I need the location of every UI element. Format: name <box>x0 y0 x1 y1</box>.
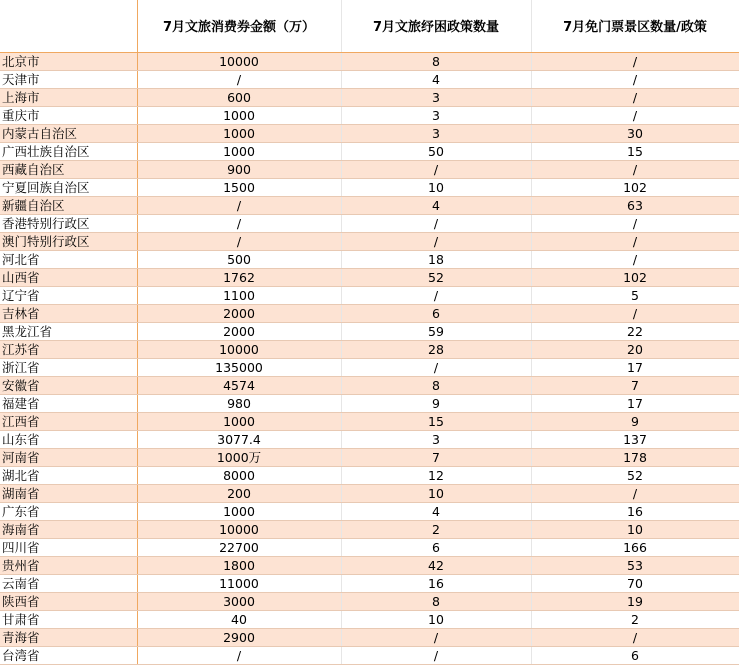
free-ticket-cell[interactable]: / <box>531 628 739 646</box>
region-name-cell[interactable]: 陕西省 <box>0 592 137 610</box>
policy-count-cell[interactable]: 59 <box>341 322 531 340</box>
voucher-amount-cell[interactable]: 200 <box>137 484 341 502</box>
table-row <box>0 394 739 412</box>
region-name-cell[interactable]: 宁夏回族自治区 <box>0 178 137 196</box>
free-ticket-cell[interactable]: 16 <box>531 502 739 520</box>
voucher-amount-cell[interactable]: / <box>137 196 341 214</box>
voucher-amount-cell[interactable]: 11000 <box>137 574 341 592</box>
policy-count-cell[interactable]: 10 <box>341 484 531 502</box>
free-ticket-cell[interactable]: / <box>531 232 739 250</box>
free-ticket-cell[interactable]: 9 <box>531 412 739 430</box>
table-row <box>0 538 739 556</box>
region-name-cell[interactable]: 江西省 <box>0 412 137 430</box>
table-row <box>0 142 739 160</box>
free-ticket-cell[interactable]: 70 <box>531 574 739 592</box>
table-row <box>0 430 739 448</box>
policy-count-cell[interactable]: / <box>341 160 531 178</box>
voucher-amount-cell[interactable]: 22700 <box>137 538 341 556</box>
policy-count-cell[interactable]: 12 <box>341 466 531 484</box>
table-row <box>0 322 739 340</box>
policy-count-cell[interactable]: 3 <box>341 124 531 142</box>
free-ticket-cell[interactable]: 15 <box>531 142 739 160</box>
table-row <box>0 214 739 232</box>
voucher-amount-cell[interactable]: 10000 <box>137 520 341 538</box>
free-ticket-cell[interactable]: 52 <box>531 466 739 484</box>
free-ticket-cell[interactable]: / <box>531 106 739 124</box>
table-row <box>0 628 739 646</box>
voucher-amount-cell[interactable]: 1000 <box>137 124 341 142</box>
policy-count-cell[interactable]: / <box>341 214 531 232</box>
policy-count-cell[interactable]: 3 <box>341 430 531 448</box>
table-row <box>0 88 739 106</box>
policy-count-cell[interactable]: / <box>341 286 531 304</box>
free-ticket-cell[interactable]: 17 <box>531 358 739 376</box>
voucher-amount-cell[interactable]: 40 <box>137 610 341 628</box>
policy-count-cell[interactable]: 4 <box>341 502 531 520</box>
policy-count-cell[interactable]: 3 <box>341 88 531 106</box>
free-ticket-cell[interactable]: 17 <box>531 394 739 412</box>
region-name-cell[interactable]: 新疆自治区 <box>0 196 137 214</box>
table-row <box>0 358 739 376</box>
table-row <box>0 340 739 358</box>
policy-count-cell[interactable]: 6 <box>341 538 531 556</box>
voucher-amount-cell[interactable]: 1800 <box>137 556 341 574</box>
policy-count-cell[interactable]: 52 <box>341 268 531 286</box>
table-row <box>0 412 739 430</box>
voucher-amount-cell[interactable]: 1762 <box>137 268 341 286</box>
table-row <box>0 52 739 70</box>
policy-count-cell[interactable]: 2 <box>341 520 531 538</box>
table-row <box>0 646 739 664</box>
header-voucher-cell[interactable]: 7月文旅消费券金额（万） <box>137 0 341 52</box>
voucher-amount-cell[interactable]: 1500 <box>137 178 341 196</box>
table-row <box>0 304 739 322</box>
header-row <box>0 0 739 52</box>
free-ticket-cell[interactable]: / <box>531 160 739 178</box>
free-ticket-cell[interactable]: 166 <box>531 538 739 556</box>
free-ticket-cell[interactable]: 7 <box>531 376 739 394</box>
table-row <box>0 448 739 466</box>
policy-count-cell[interactable]: 8 <box>341 376 531 394</box>
policy-count-cell[interactable]: 50 <box>341 142 531 160</box>
policy-count-cell[interactable]: / <box>341 628 531 646</box>
voucher-amount-cell[interactable]: 2000 <box>137 304 341 322</box>
region-name-cell[interactable]: 山东省 <box>0 430 137 448</box>
table-row <box>0 70 739 88</box>
table-row <box>0 106 739 124</box>
table-row <box>0 160 739 178</box>
free-ticket-cell[interactable]: 102 <box>531 178 739 196</box>
table-row <box>0 556 739 574</box>
free-ticket-cell[interactable]: 178 <box>531 448 739 466</box>
region-name-cell[interactable]: 江苏省 <box>0 340 137 358</box>
region-name-cell[interactable]: 吉林省 <box>0 304 137 322</box>
voucher-amount-cell[interactable]: 1000万 <box>137 448 341 466</box>
region-name-cell[interactable]: 广西壮族自治区 <box>0 142 137 160</box>
policy-count-cell[interactable]: / <box>341 232 531 250</box>
free-ticket-cell[interactable]: 22 <box>531 322 739 340</box>
voucher-amount-cell[interactable]: 1000 <box>137 106 341 124</box>
policy-count-cell[interactable]: 6 <box>341 304 531 322</box>
table-row <box>0 502 739 520</box>
region-name-cell[interactable]: 海南省 <box>0 520 137 538</box>
voucher-amount-cell[interactable]: / <box>137 232 341 250</box>
policy-count-cell[interactable]: 18 <box>341 250 531 268</box>
region-name-cell[interactable]: 澳门特别行政区 <box>0 232 137 250</box>
region-name-cell[interactable]: 福建省 <box>0 394 137 412</box>
region-name-cell[interactable]: 云南省 <box>0 574 137 592</box>
free-ticket-cell[interactable]: 102 <box>531 268 739 286</box>
region-name-cell[interactable]: 北京市 <box>0 52 137 70</box>
policy-count-cell[interactable]: 10 <box>341 610 531 628</box>
voucher-amount-cell[interactable]: 2900 <box>137 628 341 646</box>
free-ticket-cell[interactable]: 30 <box>531 124 739 142</box>
voucher-amount-cell[interactable]: / <box>137 214 341 232</box>
table-row <box>0 178 739 196</box>
table-row <box>0 376 739 394</box>
policy-count-cell[interactable]: 4 <box>341 70 531 88</box>
free-ticket-cell[interactable]: 53 <box>531 556 739 574</box>
voucher-amount-cell[interactable]: 1000 <box>137 142 341 160</box>
table-row <box>0 250 739 268</box>
table-row <box>0 592 739 610</box>
region-name-cell[interactable]: 广东省 <box>0 502 137 520</box>
region-name-cell[interactable]: 湖南省 <box>0 484 137 502</box>
region-name-cell[interactable]: 河南省 <box>0 448 137 466</box>
table-row <box>0 466 739 484</box>
free-ticket-cell[interactable]: / <box>531 250 739 268</box>
free-ticket-cell[interactable]: 5 <box>531 286 739 304</box>
table-row <box>0 232 739 250</box>
free-ticket-cell[interactable]: / <box>531 304 739 322</box>
table-row <box>0 196 739 214</box>
region-name-cell[interactable]: 四川省 <box>0 538 137 556</box>
voucher-amount-cell[interactable]: 1100 <box>137 286 341 304</box>
region-name-cell[interactable]: 山西省 <box>0 268 137 286</box>
table-row <box>0 484 739 502</box>
voucher-amount-cell[interactable]: / <box>137 646 341 664</box>
free-ticket-cell[interactable]: 20 <box>531 340 739 358</box>
voucher-amount-cell[interactable]: 3000 <box>137 592 341 610</box>
voucher-amount-cell[interactable]: 600 <box>137 88 341 106</box>
policy-count-cell[interactable]: 15 <box>341 412 531 430</box>
table-row <box>0 574 739 592</box>
voucher-amount-cell[interactable]: 4574 <box>137 376 341 394</box>
region-name-cell[interactable]: 香港特别行政区 <box>0 214 137 232</box>
region-name-cell[interactable]: 浙江省 <box>0 358 137 376</box>
voucher-amount-cell[interactable]: 980 <box>137 394 341 412</box>
region-name-cell[interactable]: 天津市 <box>0 70 137 88</box>
policy-count-cell[interactable]: 3 <box>341 106 531 124</box>
region-name-cell[interactable]: 辽宁省 <box>0 286 137 304</box>
table-body <box>0 52 739 664</box>
free-ticket-cell[interactable]: 6 <box>531 646 739 664</box>
free-ticket-cell[interactable]: / <box>531 484 739 502</box>
free-ticket-cell[interactable]: / <box>531 214 739 232</box>
table-row <box>0 268 739 286</box>
region-name-cell[interactable]: 内蒙古自治区 <box>0 124 137 142</box>
region-name-cell[interactable]: 西藏自治区 <box>0 160 137 178</box>
voucher-amount-cell[interactable]: 3077.4 <box>137 430 341 448</box>
table-row <box>0 124 739 142</box>
header-name-cell[interactable] <box>0 0 137 52</box>
voucher-amount-cell[interactable]: 10000 <box>137 52 341 70</box>
region-name-cell[interactable]: 湖北省 <box>0 466 137 484</box>
voucher-amount-cell[interactable]: 1000 <box>137 502 341 520</box>
free-ticket-cell[interactable]: 137 <box>531 430 739 448</box>
voucher-amount-cell[interactable]: 8000 <box>137 466 341 484</box>
policy-count-cell[interactable]: 10 <box>341 178 531 196</box>
policy-count-cell[interactable]: 7 <box>341 448 531 466</box>
policy-count-cell[interactable]: / <box>341 358 531 376</box>
policy-count-cell[interactable]: 42 <box>341 556 531 574</box>
table-row <box>0 520 739 538</box>
free-ticket-cell[interactable]: 19 <box>531 592 739 610</box>
policy-count-cell[interactable]: 4 <box>341 196 531 214</box>
voucher-amount-cell[interactable]: 1000 <box>137 412 341 430</box>
free-ticket-cell[interactable]: / <box>531 52 739 70</box>
free-ticket-cell[interactable]: 10 <box>531 520 739 538</box>
header-policy-cell[interactable]: 7月文旅纾困政策数量 <box>341 0 531 52</box>
region-name-cell[interactable]: 青海省 <box>0 628 137 646</box>
voucher-amount-cell[interactable]: 135000 <box>137 358 341 376</box>
policy-count-cell[interactable]: 8 <box>341 592 531 610</box>
header-free-ticket-cell[interactable]: 7月免门票景区数量/政策 <box>531 0 739 52</box>
table-row <box>0 286 739 304</box>
policy-count-cell[interactable]: 16 <box>341 574 531 592</box>
voucher-amount-cell[interactable]: / <box>137 70 341 88</box>
free-ticket-cell[interactable]: / <box>531 88 739 106</box>
policy-count-cell[interactable]: 9 <box>341 394 531 412</box>
free-ticket-cell[interactable]: 63 <box>531 196 739 214</box>
region-name-cell[interactable]: 台湾省 <box>0 646 137 664</box>
free-ticket-cell[interactable]: 2 <box>531 610 739 628</box>
region-name-cell[interactable]: 安徽省 <box>0 376 137 394</box>
table-row <box>0 610 739 628</box>
region-name-cell[interactable]: 黑龙江省 <box>0 322 137 340</box>
free-ticket-cell[interactable]: / <box>531 70 739 88</box>
region-name-cell[interactable]: 上海市 <box>0 88 137 106</box>
voucher-amount-cell[interactable]: 2000 <box>137 322 341 340</box>
voucher-amount-cell[interactable]: 500 <box>137 250 341 268</box>
voucher-amount-cell[interactable]: 10000 <box>137 340 341 358</box>
region-name-cell[interactable]: 甘肃省 <box>0 610 137 628</box>
policy-count-cell[interactable]: 28 <box>341 340 531 358</box>
policy-count-cell[interactable]: / <box>341 646 531 664</box>
policy-count-cell[interactable]: 8 <box>341 52 531 70</box>
region-name-cell[interactable]: 贵州省 <box>0 556 137 574</box>
region-name-cell[interactable]: 重庆市 <box>0 106 137 124</box>
voucher-amount-cell[interactable]: 900 <box>137 160 341 178</box>
region-name-cell[interactable]: 河北省 <box>0 250 137 268</box>
